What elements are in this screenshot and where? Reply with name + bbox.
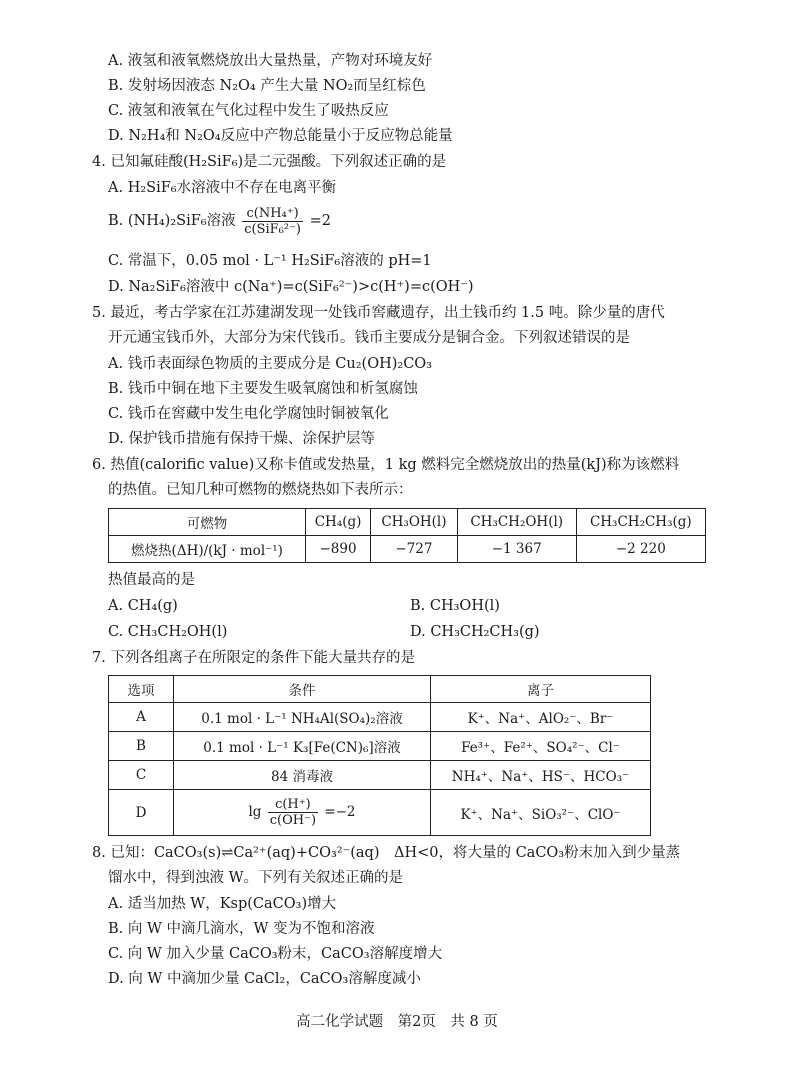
q8-option-c: C. 向 W 加入少量 CaCO₃粉末，CaCO₃溶解度增大 xyxy=(108,946,443,962)
table-row xyxy=(109,732,651,761)
page-footer: 高二化学试题 第2页 共 8 页 xyxy=(296,1014,498,1030)
q7-stem: 7. 下列各组离子在所限定的条件下能大量共存的是 xyxy=(92,650,415,666)
q5-option-d: D. 保护钱币措施有保持干燥、涂保护层等 xyxy=(108,431,375,447)
lg-fraction xyxy=(268,797,318,828)
table-row xyxy=(109,536,706,563)
table-cell: −890 xyxy=(306,536,371,563)
q4-option-a: A. H₂SiF₆水溶液中不存在电离平衡 xyxy=(108,180,337,196)
q6-question: 热值最高的是 xyxy=(108,572,195,588)
table-cell: K⁺、Na⁺、SiO₃²⁻、ClO⁻ xyxy=(431,790,651,836)
table-cell: Fe³⁺、Fe²⁺、SO₄²⁻、Cl⁻ xyxy=(431,732,651,761)
q4-stem: 4. 已知氟硅酸(H₂SiF₆)是二元强酸。下列叙述正确的是 xyxy=(92,154,447,170)
combustion-heat-table xyxy=(108,508,706,563)
table-cell: NH₄⁺、Na⁺、HS⁻、HCO₃⁻ xyxy=(431,761,651,790)
q3-option-c: C. 液氢和液氧在气化过程中发生了吸热反应 xyxy=(108,103,389,119)
q6-option-b: B. CH₃OH(l) xyxy=(410,598,500,614)
lg-label: lg xyxy=(248,804,262,820)
table-header-row xyxy=(109,676,651,703)
table-header-cell: 条件 xyxy=(174,676,431,703)
q6-stem-line1: 6. 热值(calorific value)又称卡值或发热量，1 kg 燃料完全燃烧放出的热量(kJ)称为该燃料 xyxy=(92,457,680,473)
table-cell: A xyxy=(109,703,174,732)
table-row xyxy=(109,761,651,790)
q5-option-b: B. 钱币中铜在地下主要发生吸氧腐蚀和析氢腐蚀 xyxy=(108,381,418,397)
table-row xyxy=(109,703,651,732)
lg-numerator: c(H⁺) xyxy=(268,797,318,813)
table-header-cell: CH₃CH₂OH(l) xyxy=(457,509,576,536)
q8-option-d: D. 向 W 中滴加少量 CaCl₂，CaCO₃溶解度减小 xyxy=(108,971,421,987)
table-header-cell: CH₃OH(l) xyxy=(371,509,458,536)
table-cell: 0.1 mol · L⁻¹ NH₄Al(SO₄)₂溶液 xyxy=(174,703,431,732)
q6-stem-line2: 的热值。已知几种可燃物的燃烧热如下表所示： xyxy=(108,482,413,498)
q5-option-c: C. 钱币在窖藏中发生电化学腐蚀时铜被氧化 xyxy=(108,406,389,422)
q4-option-b xyxy=(108,205,331,237)
table-cell: D xyxy=(109,790,174,836)
q5-stem-line2: 开元通宝钱币外，大部分为宋代钱币。钱币主要成分是铜合金。下列叙述错误的是 xyxy=(108,330,630,346)
q5-option-a: A. 钱币表面绿色物质的主要成分是 Cu₂(OH)₂CO₃ xyxy=(108,356,432,372)
q3-option-a: A. 液氢和液氧燃烧放出大量热量，产物对环境友好 xyxy=(108,53,433,69)
table-header-cell: CH₃CH₂CH₃(g) xyxy=(576,509,705,536)
lg-equals: =−2 xyxy=(324,804,356,820)
q8-stem-line2: 馏水中，得到浊液 W。下列有关叙述正确的是 xyxy=(108,870,404,886)
q8-option-a: A. 适当加热 W，Ksp(CaCO₃)增大 xyxy=(108,896,337,912)
table-cell-lg-expression xyxy=(174,790,431,836)
q4-option-b-fraction xyxy=(242,206,303,237)
table-cell: −727 xyxy=(371,536,458,563)
table-cell: B xyxy=(109,732,174,761)
table-cell: K⁺、Na⁺、AlO₂⁻、Br⁻ xyxy=(431,703,651,732)
q8-option-b: B. 向 W 中滴几滴水，W 变为不饱和溶液 xyxy=(108,921,375,937)
table-header-cell: 离子 xyxy=(431,676,651,703)
table-cell: −1 367 xyxy=(457,536,576,563)
q4-option-c: C. 常温下，0.05 mol · L⁻¹ H₂SiF₆溶液的 pH=1 xyxy=(108,253,432,269)
q6-option-d: D. CH₃CH₂CH₃(g) xyxy=(410,624,540,640)
q4-option-b-suffix: =2 xyxy=(309,213,331,229)
table-cell: 0.1 mol · L⁻¹ K₃[Fe(CN)₆]溶液 xyxy=(174,732,431,761)
table-cell: C xyxy=(109,761,174,790)
lg-denominator: c(OH⁻) xyxy=(269,813,317,828)
q6-option-c: C. CH₃CH₂OH(l) xyxy=(108,624,228,640)
table-header-cell: CH₄(g) xyxy=(306,509,371,536)
q5-stem-line1: 5. 最近，考古学家在江苏建湖发现一处钱币窖藏遗存，出土钱币约 1.5 吨。除少量的唐代 xyxy=(92,305,665,321)
q3-option-d: D. N₂H₄和 N₂O₄反应中产物总能量小于反应物总能量 xyxy=(108,128,453,144)
q6-option-a: A. CH₄(g) xyxy=(108,598,178,614)
q4-option-d: D. Na₂SiF₆溶液中 c(Na⁺)=c(SiF₆²⁻)>c(H⁺)=c(OH⁻) xyxy=(108,279,474,295)
q4-option-b-prefix: B. (NH₄)₂SiF₆溶液 xyxy=(108,213,236,229)
table-header-cell: 选项 xyxy=(109,676,174,703)
q4-option-b-numerator: c(NH₄⁺) xyxy=(242,206,303,222)
table-cell: 燃烧热(ΔH)/(kJ · mol⁻¹) xyxy=(109,536,306,563)
q4-option-b-denominator: c(SiF₆²⁻) xyxy=(244,221,301,237)
table-row xyxy=(109,790,651,836)
ion-coexistence-table xyxy=(108,675,651,836)
q8-stem-line1: 8. 已知：CaCO₃(s)⇌Ca²⁺(aq)+CO₃²⁻(aq) ΔH<0，将大量的 CaCO₃粉末加入到少量蒸 xyxy=(92,845,681,861)
q3-option-b: B. 发射场因液态 N₂O₄ 产生大量 NO₂而呈红棕色 xyxy=(108,78,426,94)
table-cell: 84 消毒液 xyxy=(174,761,431,790)
table-cell: −2 220 xyxy=(576,536,705,563)
table-header-row xyxy=(109,509,706,536)
table-header-cell: 可燃物 xyxy=(109,509,306,536)
